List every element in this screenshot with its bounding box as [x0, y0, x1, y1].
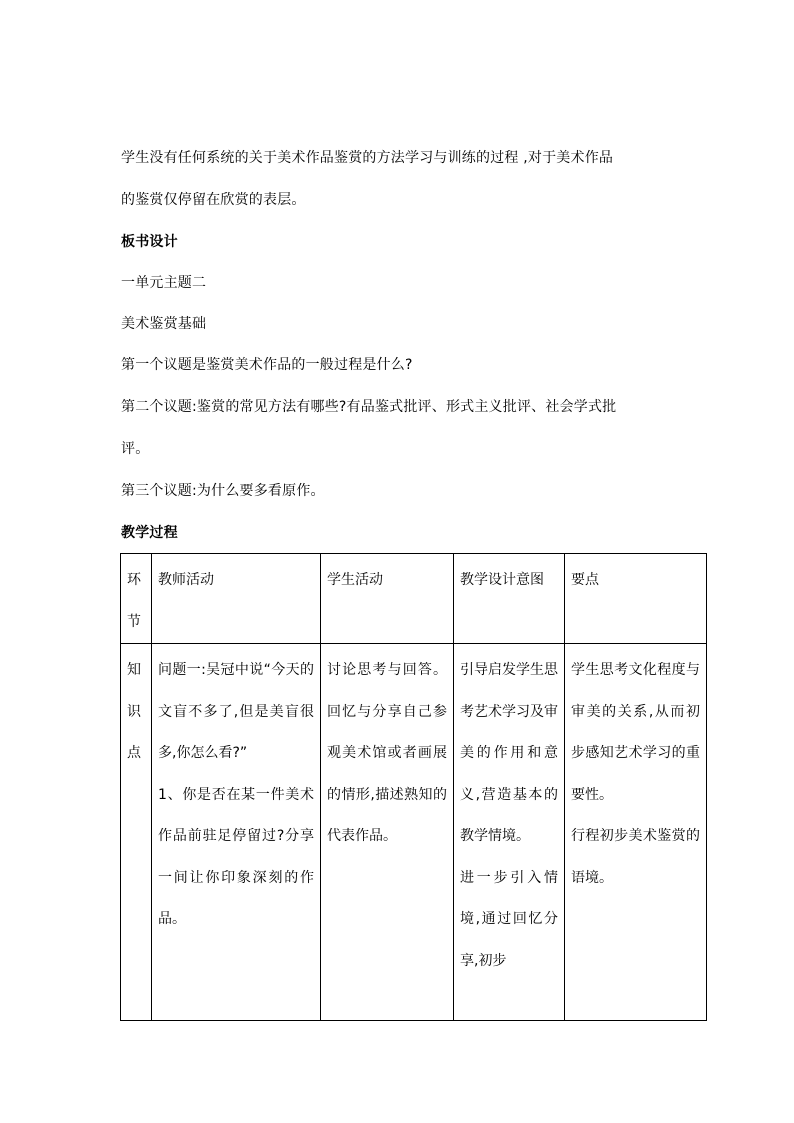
cell-design-intent	[454, 644, 565, 1021]
cell-stage: 知识点	[121, 644, 152, 1021]
header-key-points: 要点	[565, 554, 707, 644]
header-student-activity: 学生活动	[321, 554, 454, 644]
board-design-heading: 板书设计	[121, 234, 178, 250]
board-line-topic: 美术鉴赏基础	[121, 316, 207, 332]
board-line-unit: 一单元主题二	[121, 275, 207, 291]
table-row	[121, 644, 707, 1021]
cell-key-points	[565, 644, 707, 1021]
intro-line-1: 学生没有任何系统的关于美术作品鉴赏的方法学习与训练的过程 ,对于美术作品	[121, 150, 614, 166]
table-header-row	[121, 554, 707, 644]
board-line-issue-2: 第二个议题:鉴赏的常见方法有哪些?有品鉴式批评、形式主义批评、社会学式批	[121, 399, 617, 415]
cell-teacher-activity	[152, 644, 321, 1021]
header-stage: 环节	[121, 554, 152, 644]
board-line-issue-3: 第三个议题:为什么要多看原作。	[121, 483, 325, 499]
board-line-issue-1: 第一个议题是鉴赏美术作品的一般过程是什么?	[121, 357, 413, 373]
teaching-process-heading: 教学过程	[121, 525, 178, 541]
teacher-activity-prompt: 1、你是否在某一件美术作品前驻足停留过?分享一间让你印象深刻的作品。	[158, 786, 314, 927]
board-line-issue-2-cont: 评。	[121, 441, 150, 457]
header-design-intent: 教学设计意图	[454, 554, 565, 644]
key-point-1: 学生思考文化程度与审美的关系,从而初步感知艺术学习的重要性。	[571, 662, 700, 803]
key-point-2: 行程初步美术鉴赏的语境。	[571, 828, 700, 886]
cell-student-activity: 讨论思考与回答。回忆与分享自己参观美术馆或者画展的情形,描述熟知的代表作品。	[321, 644, 454, 1021]
header-teacher-activity: 教师活动	[152, 554, 321, 644]
design-intent-2: 进一步引入情境,通过回忆分享,初步	[460, 869, 558, 969]
design-intent-1: 引导启发学生思考艺术学习及审美的作用和意义,营造基本的教学情境。	[460, 662, 558, 844]
teacher-activity-question: 问题一:吴冠中说“今天的文盲不多了,但是美盲很多,你怎么看?”	[158, 662, 314, 761]
teaching-process-table	[120, 553, 707, 1021]
intro-line-2: 的鉴赏仅停留在欣赏的表层。	[121, 192, 306, 208]
